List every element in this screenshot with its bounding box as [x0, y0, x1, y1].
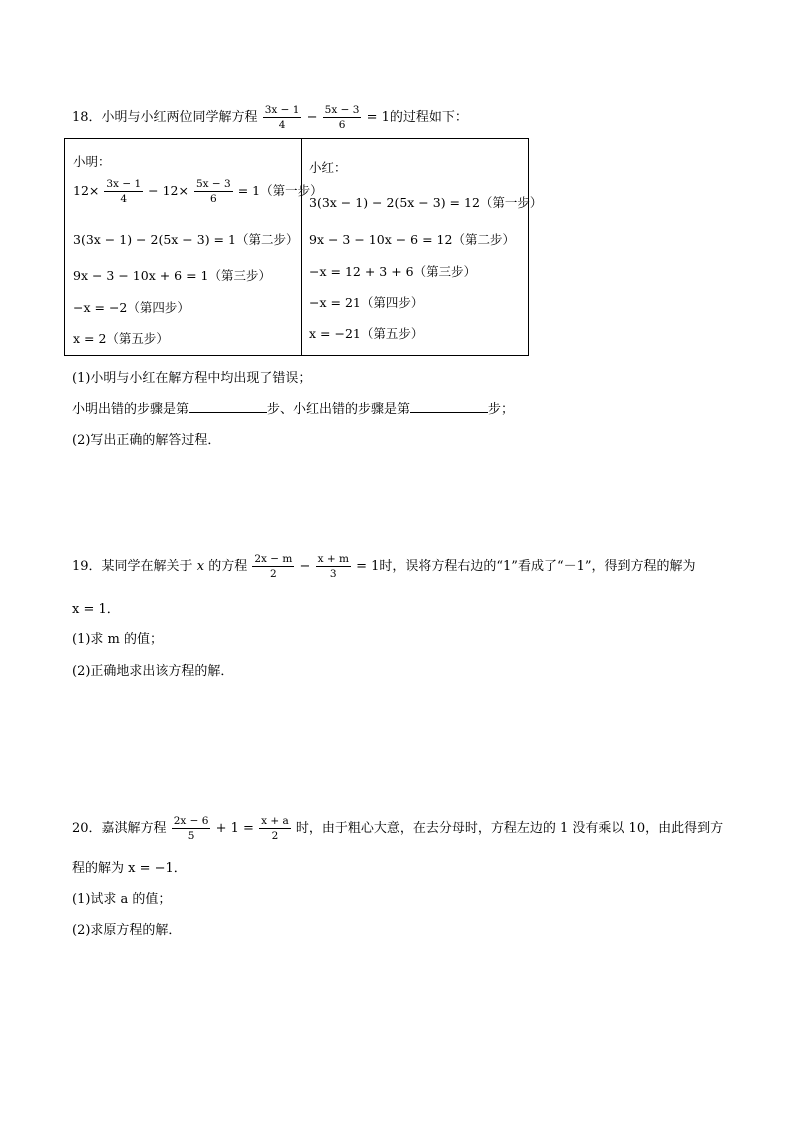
- q18-fraction-1: $\frac{3x - 1}{4}$: [264, 104, 300, 131]
- q18-number: 18．: [72, 110, 102, 125]
- xiaohong-step4: −x = 21（第四步）: [309, 295, 424, 310]
- q20-part1: (1)试求 a 的值；: [72, 892, 172, 907]
- xiaohong-step1: 3(3x − 1) − 2(5x − 3) = 12（第一步）: [309, 195, 543, 210]
- q18-part1: (1)小明与小红在解方程中均出现了错误；: [72, 371, 312, 386]
- q20-line2: 程的解为 x = −1．: [72, 861, 187, 876]
- answer-blank-1[interactable]: [189, 400, 267, 413]
- q18-stem: 18．小明与小红两位同学解方程 $\frac{3x - 1}{4}$ − $\frac{5x - 3}{6}$ = 1的过程如下：: [72, 104, 468, 131]
- xiaohong-step5: x = −21（第五步）: [309, 326, 424, 341]
- q19-line2: x = 1．: [72, 602, 120, 617]
- q18-fraction-2: $\frac{5x - 3}{6}$: [324, 104, 360, 131]
- q19-part1: (1)求 m 的值；: [72, 632, 164, 647]
- q19-part2: (2)正确地求出该方程的解．: [72, 664, 234, 679]
- xiaoming-step2: 3(3x − 1) − 2(5x − 3) = 1（第二步）: [73, 232, 299, 247]
- xiaohong-step2: 9x − 3 − 10x − 6 = 12（第二步）: [309, 232, 515, 247]
- xiaohong-title: 小红：: [309, 160, 347, 175]
- xiaoming-title: 小明：: [73, 154, 111, 169]
- q20-part2: (2)求原方程的解．: [72, 923, 182, 938]
- q19-fraction-1: $\frac{2x - m}{2}$: [254, 553, 293, 580]
- xiaoming-step3: 9x − 3 − 10x + 6 = 1（第三步）: [73, 268, 271, 283]
- q20-fraction-1: $\frac{2x - 6}{5}$: [173, 815, 209, 842]
- q18-intro: 小明与小红两位同学解方程: [101, 110, 258, 125]
- xiaoming-step1: 12× $\frac{3x - 1}{4}$ − 12× $\frac{5x - 3}{6}$ = 1（第一步）: [73, 178, 323, 205]
- xiaohong-step3: −x = 12 + 3 + 6（第三步）: [309, 264, 477, 279]
- q20-stem: 20．嘉淇解方程 $\frac{2x - 6}{5}$ + 1 = $\frac{x + a}{2}$ 时，由于粗心大意，在去分母时，方程左边的 1 没有乘以 10，由此得到方: [72, 815, 724, 842]
- q19-stem: 19．某同学在解关于 x 的方程 $\frac{2x - m}{2}$ − $\frac{x + m}{3}$ = 1时，误将方程右边的“1”看成了“－1”，得到方程的解为: [72, 553, 696, 580]
- q20-fraction-2: $\frac{x + a}{2}$: [261, 815, 289, 842]
- xiaoming-step5: x = 2（第五步）: [73, 331, 169, 346]
- q18-part1-blanks: 小明出错的步骤是第 步、小红出错的步骤是第 步；: [72, 402, 515, 417]
- table-divider: [301, 138, 302, 356]
- q18-part2: (2)写出正确的解答过程．: [72, 433, 221, 448]
- answer-blank-2[interactable]: [410, 400, 488, 413]
- q19-fraction-2: $\frac{x + m}{3}$: [317, 553, 349, 580]
- q18-intro-end: 的过程如下：: [389, 110, 468, 125]
- xiaoming-step4: −x = −2（第四步）: [73, 300, 190, 315]
